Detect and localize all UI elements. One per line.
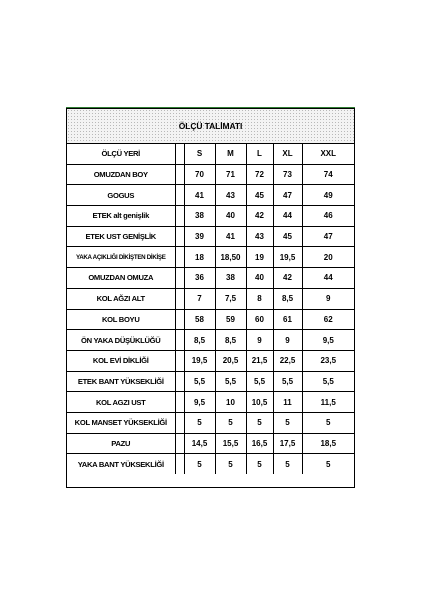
size-value-cell: 5,5 — [302, 371, 354, 392]
size-value-cell: 18 — [184, 247, 215, 268]
size-value-cell: 5,5 — [215, 371, 246, 392]
spacer-cell — [175, 144, 184, 164]
size-value-cell: 41 — [215, 226, 246, 247]
size-value-cell: 9 — [246, 330, 273, 351]
size-value-cell: 40 — [215, 206, 246, 227]
header-size-m: M — [215, 144, 246, 164]
size-value-cell: 70 — [184, 164, 215, 185]
size-value-cell: 16,5 — [246, 433, 273, 454]
size-value-cell: 5 — [326, 459, 331, 469]
size-value-cell: 36 — [184, 268, 215, 289]
spacer-cell — [175, 247, 184, 268]
header-size-xxl: XXL — [302, 144, 354, 164]
size-value-cell: 5 — [215, 412, 246, 433]
size-value-cell: 5 — [215, 454, 246, 474]
table-row — [67, 206, 354, 227]
size-value-cell: 5,5 — [246, 371, 273, 392]
size-value-cell: 11 — [273, 392, 302, 413]
size-value-cell: 5 — [184, 454, 215, 474]
table-row — [67, 268, 354, 289]
measurement-label: ETEK BANT YÜKSEKLİĞİ — [67, 371, 175, 392]
size-value-cell: 46 — [302, 206, 354, 227]
size-value-cell: 9 — [302, 288, 354, 309]
table-row — [67, 226, 354, 247]
header-size-xl: XL — [273, 144, 302, 164]
size-value-cell: 58 — [184, 309, 215, 330]
measurement-label: OMUZDAN OMUZA — [67, 268, 175, 289]
size-value-cell: 42 — [273, 268, 302, 289]
size-value-cell: 17,5 — [273, 433, 302, 454]
table-row — [67, 350, 354, 371]
measurement-label: YAKA AÇIKLIĞI DİKİŞTEN DİKİŞE — [67, 247, 175, 268]
size-value-cell: 44 — [302, 268, 354, 289]
size-value-cell: 61 — [273, 309, 302, 330]
size-value-cell: 44 — [273, 206, 302, 227]
spacer-cell — [175, 350, 184, 371]
size-value-cell: 5 — [184, 412, 215, 433]
spacer-cell — [175, 226, 184, 247]
size-value-cell: 8,5 — [184, 330, 215, 351]
size-table-body — [67, 144, 354, 474]
table-row — [67, 247, 354, 268]
size-value-cell: 7 — [184, 288, 215, 309]
table-row — [67, 185, 354, 206]
header-size-s: S — [184, 144, 215, 164]
spacer-cell — [175, 433, 184, 454]
size-value-cell: 20 — [302, 247, 354, 268]
table-row — [67, 371, 354, 392]
size-value-cell: 49 — [302, 185, 354, 206]
size-chart — [66, 108, 355, 488]
size-value-cell: 47 — [273, 185, 302, 206]
measurement-label: KOL EVİ DİKLİĞİ — [67, 350, 175, 371]
size-value-cell: 60 — [246, 309, 273, 330]
size-value-cell: 15,5 — [215, 433, 246, 454]
size-value-cell: 38 — [184, 206, 215, 227]
size-value-cell: 11,5 — [302, 392, 354, 413]
size-value-cell: 5 — [246, 412, 273, 433]
size-value-cell: 47 — [302, 226, 354, 247]
header-size-l: L — [246, 144, 273, 164]
size-value-cell: 19,5 — [273, 247, 302, 268]
size-value-cell: 45 — [273, 226, 302, 247]
measurement-label: KOL AGZI UST — [67, 392, 175, 413]
size-value-cell: 18,50 — [215, 247, 246, 268]
measurement-label: GOGUS — [67, 185, 175, 206]
table-row — [67, 433, 354, 454]
measurement-label: KOL BOYU — [67, 309, 175, 330]
size-value-cell: 42 — [246, 206, 273, 227]
size-value-cell: 5 — [246, 454, 273, 474]
size-value-cell: 38 — [215, 268, 246, 289]
size-value-cell: 19,5 — [184, 350, 215, 371]
table-row — [67, 412, 354, 433]
table-row — [67, 164, 354, 185]
size-value-cell: 14,5 — [184, 433, 215, 454]
table-row — [67, 392, 354, 413]
measurement-label: KOL AĞZI ALT — [67, 288, 175, 309]
size-value-cell: 73 — [273, 164, 302, 185]
size-value-cell: 8,5 — [273, 288, 302, 309]
size-value-cell: 39 — [184, 226, 215, 247]
spacer-cell — [175, 185, 184, 206]
size-value-cell: 8,5 — [215, 330, 246, 351]
size-value-cell: 9 — [273, 330, 302, 351]
measurement-label: ETEK UST GENİŞLİK — [67, 226, 175, 247]
table-row — [67, 330, 354, 351]
measurement-label: ÖN YAKA DÜŞÜKLÜĞÜ — [67, 330, 175, 351]
size-value-cell: 72 — [246, 164, 273, 185]
size-value-cell: 5,5 — [184, 371, 215, 392]
spacer-cell — [175, 371, 184, 392]
size-value-cell: 71 — [215, 164, 246, 185]
size-value-cell: 59 — [215, 309, 246, 330]
spacer-cell — [175, 309, 184, 330]
measurement-label: PAZU — [67, 433, 175, 454]
table-row — [67, 454, 354, 474]
size-value-cell: 22,5 — [273, 350, 302, 371]
size-value-cell: 43 — [215, 185, 246, 206]
size-value-cell: 5,5 — [273, 371, 302, 392]
size-chart-title: ÖLÇÜ TALİMATI — [67, 109, 354, 144]
size-value-cell: 74 — [302, 164, 354, 185]
size-value-cell: 20,5 — [215, 350, 246, 371]
header-measurement-label: ÖLÇÜ YERİ — [67, 144, 175, 164]
size-value-cell: 10 — [215, 392, 246, 413]
size-table — [67, 144, 354, 474]
spacer-cell — [175, 206, 184, 227]
measurement-label: ETEK alt genişlik — [67, 206, 175, 227]
size-value-cell: 7,5 — [215, 288, 246, 309]
table-header-row — [67, 144, 354, 164]
size-value-cell: 21,5 — [246, 350, 273, 371]
size-value-cell: 18,5 — [302, 433, 354, 454]
spacer-cell — [175, 268, 184, 289]
table-row — [67, 288, 354, 309]
size-value-cell: 43 — [246, 226, 273, 247]
spacer-cell — [175, 330, 184, 351]
size-value-cell: 5 — [302, 412, 354, 433]
size-value-cell: 23,5 — [302, 350, 354, 371]
spacer-cell — [175, 392, 184, 413]
size-value-cell: 5 — [273, 454, 302, 474]
spacer-cell — [175, 164, 184, 185]
size-value-cell: 19 — [246, 247, 273, 268]
measurement-label: OMUZDAN BOY — [67, 164, 175, 185]
size-value-cell: 62 — [302, 309, 354, 330]
size-value-cell: 41 — [184, 185, 215, 206]
spacer-cell — [175, 288, 184, 309]
size-value-cell: 9,5 — [184, 392, 215, 413]
spacer-cell — [175, 454, 184, 474]
size-value-cell: 10,5 — [246, 392, 273, 413]
measurement-label: KOL MANSET YÜKSEKLİĞİ — [67, 412, 175, 433]
size-value-cell: 8 — [246, 288, 273, 309]
measurement-label: YAKA BANT YÜKSEKLİĞİ — [67, 454, 175, 474]
size-value-cell: 40 — [246, 268, 273, 289]
size-value-cell: 45 — [246, 185, 273, 206]
spacer-cell — [175, 412, 184, 433]
size-value-cell: 9,5 — [302, 330, 354, 351]
size-value-cell: 5 — [273, 412, 302, 433]
table-row — [67, 309, 354, 330]
